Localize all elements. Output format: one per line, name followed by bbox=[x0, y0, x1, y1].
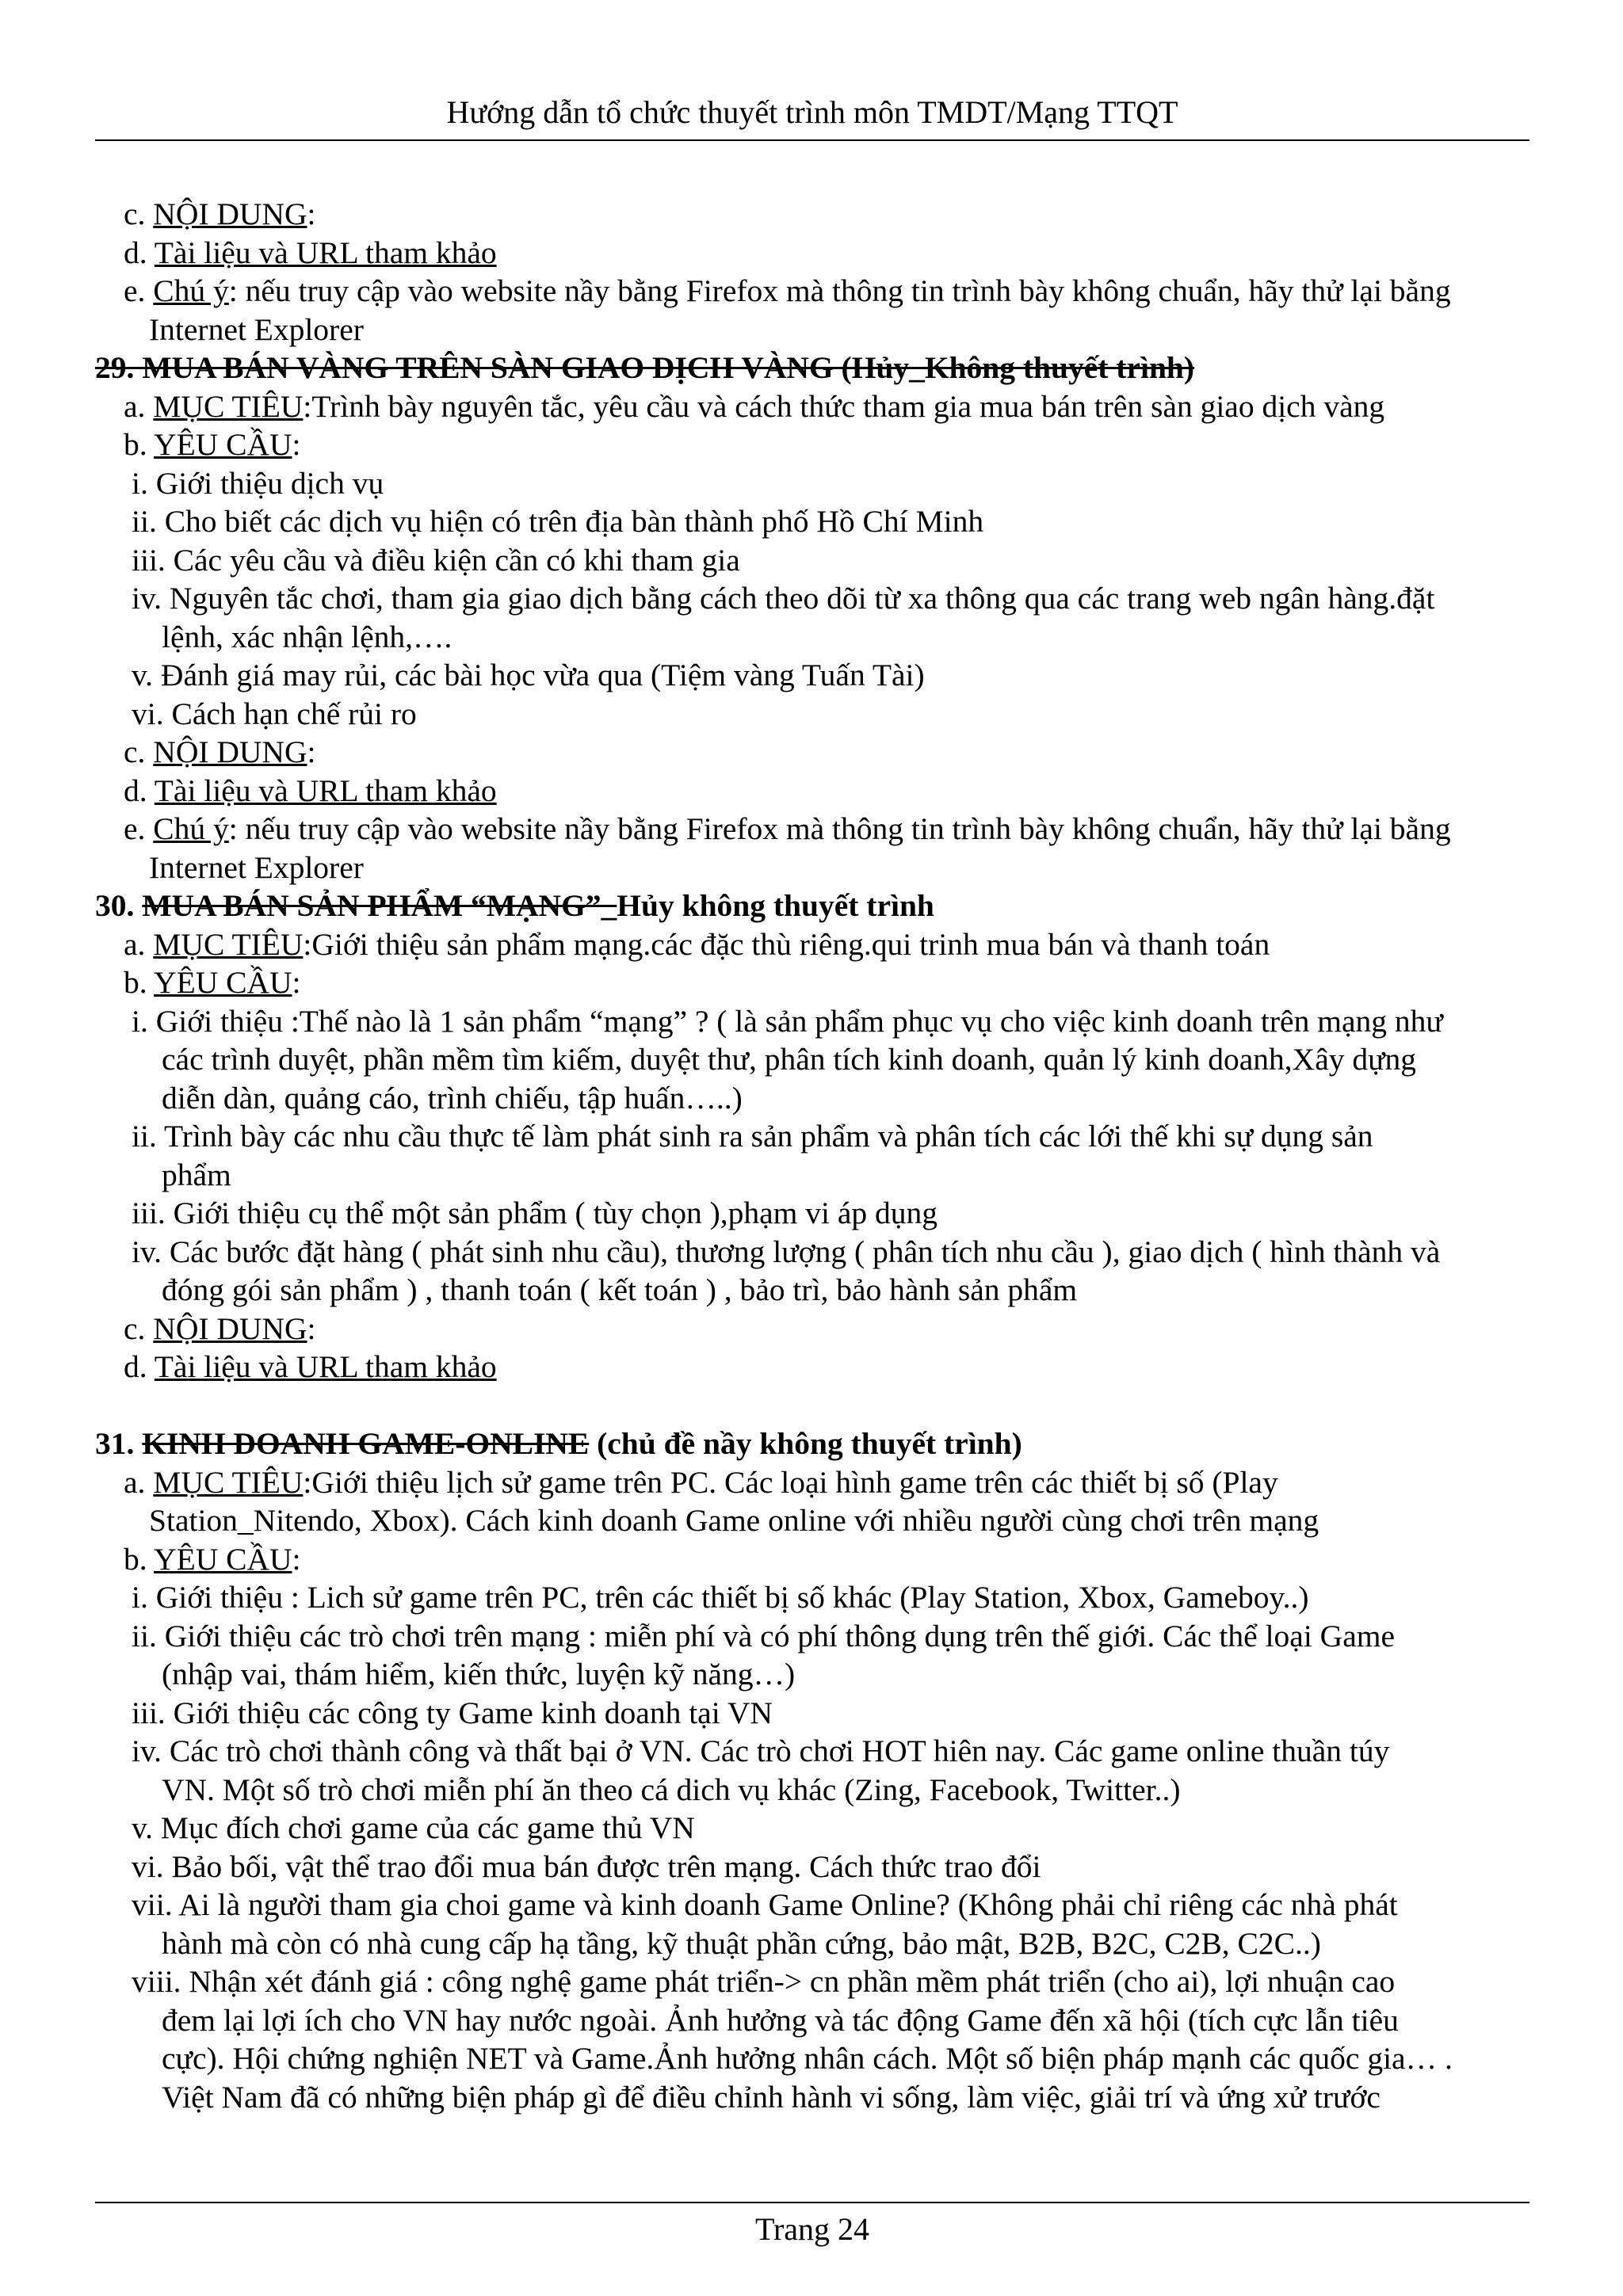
chuy-line-cont: Internet Explorer bbox=[149, 849, 364, 885]
list-item: iii. Giới thiệu các công ty Game kinh doanh tại VN bbox=[132, 1695, 773, 1730]
list-item: iii. Giới thiệu cụ thể một sản phẩm ( tùy chọn ),phạm vi áp dụng bbox=[132, 1196, 938, 1230]
muctieu-line: a. MỤC TIÊU:Giới thiệu lịch sử game trên PC. Các loại hình game trên các thiết bị số (Play bbox=[124, 1464, 1278, 1500]
blank-line bbox=[95, 1386, 1529, 1425]
list-item-cont: cực). Hội chứng nghiện NET và Game.Ảnh hưởng nhân cách. Một số biện pháp mạnh các quốc gia… . bbox=[162, 2041, 1453, 2076]
list-item: iv. Nguyên tắc chơi, tham gia giao dịch bằng cách theo dõi từ xa thông qua các trang web ngân hàng.đặt bbox=[132, 581, 1435, 616]
section-30-heading: 30. MUA BÁN SẢN PHẨM “MẠNG”_Hủy không thuyết trình bbox=[95, 888, 934, 923]
list-item: iv. Các trò chơi thành công và thất bại ở VN. Các trò chơi HOT hiên nay. Các game online thuần túy bbox=[132, 1733, 1390, 1768]
list-item-cont: VN. Một số trò chơi miễn phí ăn theo cá dich vụ khác (Zing, Facebook, Twitter..) bbox=[162, 1772, 1181, 1807]
section-31-heading: 31. KINH DOANH GAME-ONLINE (chủ đề nầy không thuyết trình) bbox=[95, 1426, 1022, 1461]
list-item: vi. Cách hạn chế rủi ro bbox=[132, 696, 417, 731]
list-item: i. Giới thiệu :Thế nào là 1 sản phẩm “mạng” ? ( là sản phẩm phục vụ cho việc kinh doanh trên mạng như bbox=[132, 1003, 1443, 1039]
list-item: ii. Trình bày các nhu cầu thực tế làm phát sinh ra sản phẩm và phân tích các lới thế khi sự dụng sản bbox=[132, 1119, 1373, 1154]
muctieu-line: a. MỤC TIÊU:Giới thiệu sản phẩm mạng.các đặc thù riêng.qui trinh mua bán và thanh toán bbox=[124, 926, 1270, 962]
header-divider bbox=[95, 139, 1529, 141]
yeucau-line: b. YÊU CẦU: bbox=[124, 1541, 301, 1577]
list-item: viii. Nhận xét đánh giá : công nghệ game phát triển-> cn phần mềm phát triển (cho ai), lợi nhuận cao bbox=[132, 1964, 1396, 1999]
list-item: ii. Cho biết các dịch vụ hiện có trên địa bàn thành phố Hồ Chí Minh bbox=[132, 504, 984, 539]
list-item: v. Đánh giá may rủi, các bài học vừa qua (Tiệm vàng Tuấn Tài) bbox=[132, 658, 925, 692]
muctieu-line: a. MỤC TIÊU:Trình bày nguyên tắc, yêu cầu và cách thức tham gia mua bán trên sàn giao dịch vàng bbox=[124, 388, 1385, 424]
chuy-line: e. Chú ý: nếu truy cập vào website nầy bằng Firefox mà thông tin trình bày không chuẩn, hãy thử lại bằng bbox=[124, 811, 1451, 846]
list-item: v. Mục đích chơi game của các game thủ VN bbox=[132, 1810, 695, 1845]
list-item-cont: đem lại lợi ích cho VN hay nước ngoài. Ảnh hưởng và tác động Game đến xã hội (tích cực lẫn tiêu bbox=[162, 2002, 1399, 2038]
list-item: vii. Ai là người tham gia choi game và kinh doanh Game Online? (Không phải chỉ riêng các nhà phát bbox=[132, 1887, 1398, 1922]
list-item-cont: phẩm bbox=[162, 1157, 231, 1192]
list-item-cont: đóng gói sản phẩm ) , thanh toán ( kết toán ) , bảo trì, bảo hành sản phẩm bbox=[162, 1272, 1078, 1307]
yeucau-line: b. YÊU CẦU: bbox=[124, 427, 301, 462]
section-29-heading: 29. MUA BÁN VÀNG TRÊN SÀN GIAO DỊCH VÀNG (Hủy_Không thuyết trình) bbox=[95, 350, 1195, 385]
list-item-cont: lệnh, xác nhận lệnh,…. bbox=[162, 619, 453, 654]
noidung-line: c. NỘI DUNG: bbox=[124, 1310, 316, 1346]
list-item: vi. Bảo bối, vật thể trao đổi mua bán được trên mạng. Cách thức trao đổi bbox=[132, 1848, 1041, 1884]
list-item: iv. Các bước đặt hàng ( phát sinh nhu cầu), thương lượng ( phân tích nhu cầu ), giao dịch ( hình thành và bbox=[132, 1234, 1441, 1269]
list-item-cont: hành mà còn có nhà cung cấp hạ tầng, kỹ thuật phần cứng, bảo mật, B2B, B2C, C2B, C2C..) bbox=[162, 1925, 1321, 1961]
footer-divider bbox=[95, 2202, 1529, 2203]
page-number: Trang 24 bbox=[754, 2211, 870, 2247]
noidung-line: c. NỘI DUNG: bbox=[124, 734, 316, 769]
list-item-cont: Việt Nam đã có những biện pháp gì để điều chỉnh hành vi sống, làm việc, giải trí và ứng xử trước bbox=[162, 2079, 1381, 2115]
list-item-cont: các trình duyệt, phần mềm tìm kiếm, duyệt thư, phân tích kinh doanh, quản lý kinh doanh,Xây dựng bbox=[162, 1042, 1417, 1077]
noidung-line: c. NỘI DUNG: bbox=[124, 196, 316, 231]
list-item-cont: (nhập vai, thám hiểm, kiến thức, luyện kỹ năng…) bbox=[162, 1657, 796, 1691]
document-body bbox=[95, 195, 1529, 2116]
list-item: iii. Các yêu cầu và điều kiện cần có khi tham gia bbox=[132, 542, 740, 578]
list-item: i. Giới thiệu : Lich sử game trên PC, trên các thiết bị số khác (Play Station, Xbox, Gameboy..) bbox=[132, 1580, 1309, 1615]
tailieu-line: d. Tài liệu và URL tham khảo bbox=[124, 1349, 497, 1384]
page-header: Hướng dẫn tổ chức thuyết trình môn TMDT/Mạng TTQT bbox=[446, 94, 1178, 130]
tailieu-line: d. Tài liệu và URL tham khảo bbox=[124, 235, 497, 270]
muctieu-line-cont: Station_Nitendo, Xbox). Cách kinh doanh Game online với nhiều người cùng chơi trên mạng bbox=[149, 1503, 1319, 1538]
chuy-line: e. Chú ý: nếu truy cập vào website nầy bằng Firefox mà thông tin trình bày không chuẩn, hãy thử lại bằng bbox=[124, 273, 1451, 308]
chuy-line-cont: Internet Explorer bbox=[149, 311, 364, 347]
list-item: i. Giới thiệu dịch vụ bbox=[132, 465, 384, 501]
list-item-cont: diễn dàn, quảng cáo, trình chiếu, tập huấn…..) bbox=[162, 1080, 743, 1116]
tailieu-line: d. Tài liệu và URL tham khảo bbox=[124, 772, 497, 808]
yeucau-line: b. YÊU CẦU: bbox=[124, 965, 301, 1000]
list-item: ii. Giới thiệu các trò chơi trên mạng : miễn phí và có phí thông dụng trên thế giới. Các thể loại Game bbox=[132, 1618, 1395, 1653]
